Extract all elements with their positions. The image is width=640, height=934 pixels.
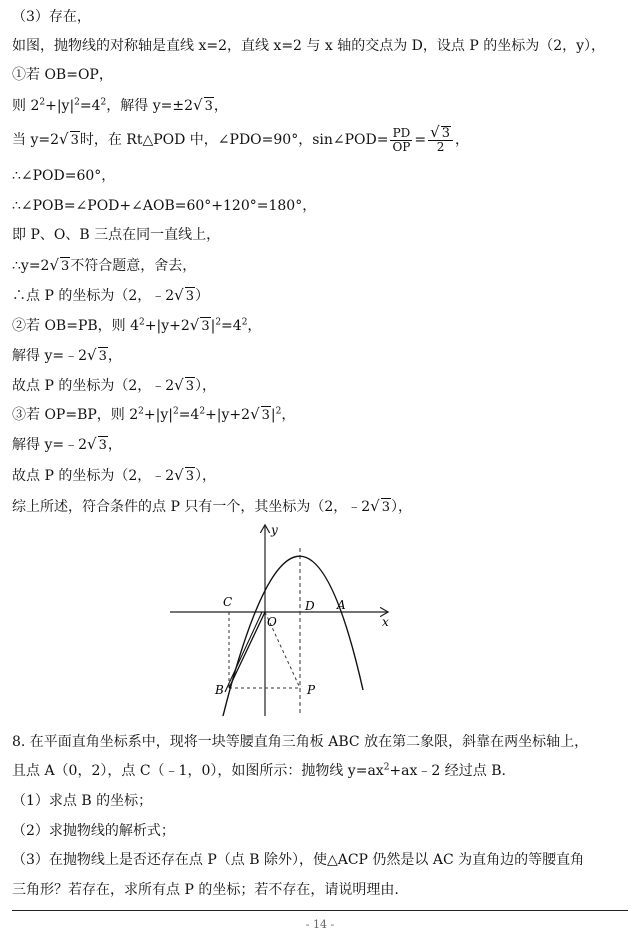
footer-divider xyxy=(12,910,628,911)
fraction: $\frac{PD}{OP}$ xyxy=(392,125,411,154)
solution-line: ∴∠POB=∠POD+∠AOB=60°+120°=180°， xyxy=(12,198,317,214)
solution-line: 则 $2^2+|y|^2=4^2$，解得 y=±2√ 3， xyxy=(12,96,228,114)
solution-line: 故点 P 的坐标为（2，﹣2√ 3）， xyxy=(12,466,216,484)
sqrt-symbol: √ 3 xyxy=(193,96,213,114)
label-a: A xyxy=(337,598,346,612)
solution-line: 解得 y=﹣2√ 3， xyxy=(12,435,122,453)
label-y: y xyxy=(271,523,278,537)
question-item: （2）求抛物线的解析式； xyxy=(12,823,175,839)
sqrt-symbol: √ 3 xyxy=(87,346,107,364)
label-b: B xyxy=(215,683,224,697)
question-item: （3）在抛物线上是否还存在点 P（点 B 除外），使△ACP 仍然是以 AC 为直角边的等腰直角 xyxy=(12,852,585,868)
question-item: 三角形？若存在，求所有点 P 的坐标；若不存在，请说明理由. xyxy=(12,882,399,898)
label-c: C xyxy=(223,595,233,609)
sqrt-symbol: √ 3 xyxy=(174,286,194,304)
solution-line: ∴y=2√ 3不符合题意，舍去， xyxy=(12,256,197,274)
solution-line: 解得 y=﹣2√ 3， xyxy=(12,346,122,364)
page-number: - 14 - xyxy=(305,918,335,931)
sqrt-symbol: √ 3 xyxy=(49,256,70,274)
solution-line: ②若 OB=PB，则 $4^2+|y+2√$ $3|^2=4^2$， xyxy=(12,316,262,334)
solution-line: 综上所述，符合条件的点 P 只有一个，其坐标为（2，﹣2√ 3）， xyxy=(12,497,412,515)
label-o: O xyxy=(267,615,277,629)
sqrt-symbol: √ 3 xyxy=(59,130,79,148)
label-p: P xyxy=(307,683,316,697)
solution-line: ∴点 P 的坐标为（2，﹣2√ 3） xyxy=(12,286,209,304)
label-d: D xyxy=(305,599,315,613)
sqrt-symbol: √ 3 xyxy=(370,497,390,515)
problem-statement: 8. 在平面直角坐标系中，现将一块等腰直角三角板 ABC 放在第二象限，斜靠在两坐标轴上， xyxy=(12,734,589,750)
segment-ob-extension xyxy=(225,612,262,692)
sqrt-symbol: √ 3 xyxy=(250,405,270,423)
question-item: （1）求点 B 的坐标； xyxy=(12,793,153,809)
parabola-figure xyxy=(165,520,405,720)
parabola-curve xyxy=(223,556,363,716)
solution-line: ③若 OP=BP，则 $2^2+|y|^2=4^2+|y+2√$ $3|^2$， xyxy=(12,405,296,423)
segment-ob xyxy=(229,612,265,688)
solution-line: 如图，抛物线的对称轴是直线 x=2，直线 x=2 与 x 轴的交点为 D，设点 P 的坐标为（2，y）， xyxy=(12,38,606,54)
solution-line: 故点 P 的坐标为（2，﹣2√ 3）， xyxy=(12,376,216,394)
sqrt-symbol: √ 3 xyxy=(189,316,210,334)
solution-line: （3）存在， xyxy=(12,9,91,25)
label-x: x xyxy=(382,615,389,629)
fraction: $\frac{√ 3}{2}$ xyxy=(428,126,453,154)
solution-line: ①若 OB=OP， xyxy=(12,67,113,83)
sqrt-symbol: √ 3 xyxy=(174,376,194,394)
problem-statement: 且点 A（0，2），点 C（﹣1，0），如图所示：抛物线 $y=ax^2+ax﹣2$ 经过点 B. xyxy=(12,762,506,779)
sqrt-symbol: √ 3 xyxy=(174,466,194,484)
solution-line: 即 P、O、B 三点在同一直线上， xyxy=(12,227,221,243)
solution-line: ∴∠POD=60°， xyxy=(12,168,116,184)
sqrt-symbol: √ 3 xyxy=(87,435,107,453)
solution-line: 当 y=2√ 3时，在 Rt△POD 中，∠PDO=90°，sin∠POD= $\frac{PD}{OP}$ = $\frac{√ 3}{2}$ ， xyxy=(12,123,469,154)
